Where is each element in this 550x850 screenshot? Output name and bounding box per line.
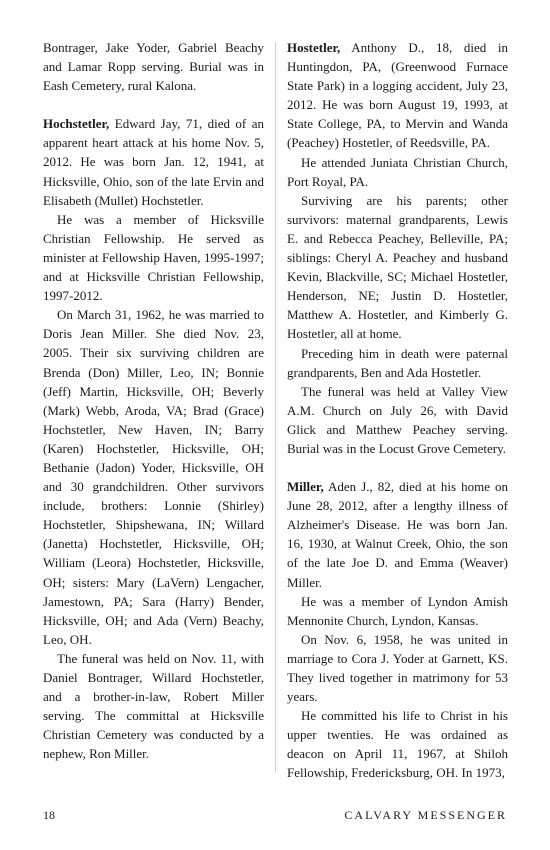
- obituary-text: Edward Jay, 71, died of an apparent heart attack at his home Nov. 5, 2012. He was born Jan. 12, 1941, at Hicksville, Ohio, son of the late Ervin and Elisabeth (Mullet) Hochstetler.: [43, 116, 264, 208]
- column-divider: [275, 42, 276, 772]
- page-number: 18: [43, 808, 55, 822]
- obituary-paragraph: He was a member of Lyndon Amish Mennonite Church, Lyndon, Kansas.: [287, 593, 508, 628]
- left-column: [43, 38, 264, 763]
- obituary-name: Hostetler,: [287, 40, 341, 55]
- obituary-text: Aden J., 82, died at his home on June 28, 2012, after a lengthy illness of Alzheimer's Disease. He was born Jan. 16, 1930, at Walnut Creek, Ohio, the son of the late Joe D. and Emma (Weaver) Miller.: [287, 479, 508, 590]
- continued-paragraph: Bontrager, Jake Yoder, Gabriel Beachy and Lamar Ropp serving. Burial was in Eash Cemetery, rural Kalona.: [43, 40, 264, 94]
- obituary-paragraph: On Nov. 6, 1958, he was united in marriage to Cora J. Yoder at Garnett, KS. They lived together in matrimony for 53 years.: [287, 631, 508, 705]
- obituary-paragraph: Surviving are his parents; other survivors: maternal grandparents, Lewis E. and Rebecca Peachey, Belleville, PA; siblings: Cheryl A. Peachey and husband Kevin, Blackville, SC; Michael Hostetler, Henderson, NE; Justin D. Hostetler, Matthew A. Hostetler, and Kimberly G. Hostetler, all at home.: [287, 192, 508, 342]
- obituary-paragraph: He committed his life to Christ in his upper twenties. He was ordained as deacon on April 11, 1967, at Shiloh Fellowship, Fredericksburg, OH. In 1973,: [287, 708, 508, 781]
- obituary-name: Hochstetler,: [43, 116, 110, 132]
- obituary-name: Miller,: [287, 479, 324, 495]
- obituary-paragraph: Preceding him in death were paternal grandparents, Ben and Ada Hostetler.: [287, 345, 508, 380]
- obituary-text: Anthony D., 18, died in Huntingdon, PA, (Greenwood Furnace State Park) in a logging accident, July 23, 2012. He was born August 19, 1993, at State College, PA, to Mervin and Wanda (Peachey) Hostetler, of Reedsville, PA.: [287, 40, 508, 151]
- obituary-hostetler-intro: [287, 38, 508, 153]
- obituary-hochstetler-intro: [43, 114, 264, 209]
- obituary-paragraph: The funeral was held at Valley View A.M. Church on July 26, with David Glick and Matthew Peachey serving. Burial was in the Locust Grove Cemetery.: [287, 383, 508, 456]
- obituary-paragraph: On March 31, 1962, he was married to Doris Jean Miller. She died Nov. 23, 2005. Their six surviving children are Brenda (Don) Miller, Leo, IN; Bonnie (Jeff) Martin, Hicksville, OH; Beverly (Mark) Webb, Aroda, VA; Brad (Grace) Hochstetler, New Haven, IN; Barry (Karen) Hochstetler, Hicksville, OH; Bethanie (Jadon) Yoder, Hicksville, OH and 30 grandchildren. Other survivors include, brothers: Lonnie (Shirley) Hochstetler, Shipshewana, IN; Willard (Janetta) Hochstetler, Hicksville, OH; William (Leora) Hochstetler, Hicksville, OH; sisters: Mary (LaVern) Lengacher, Jamestown, PA; Sara (Harry) Bender, Hicksville, OH; and Ada (Vern) Beachy, Leo, OH.: [43, 307, 264, 647]
- obituary-paragraph: He was a member of Hicksville Christian Fellowship. He served as minister at Fellowship Haven, 1995-1997; and at Hicksville Christian Fellowship, 1997-2012.: [43, 211, 264, 304]
- obituary-miller-intro: [287, 477, 508, 592]
- obituary-paragraph: The funeral was held on Nov. 11, with Daniel Bontrager, Willard Hochstetler, and a brother-in-law, Robert Miller serving. The committal at Hicksville Christian Cemetery was conducted by a nephew, Ron Miller.: [43, 650, 264, 762]
- publication-title: CALVARY MESSENGER: [344, 808, 507, 822]
- obituary-paragraph: He attended Juniata Christian Church, Port Royal, PA.: [287, 154, 508, 189]
- right-column: [287, 38, 508, 783]
